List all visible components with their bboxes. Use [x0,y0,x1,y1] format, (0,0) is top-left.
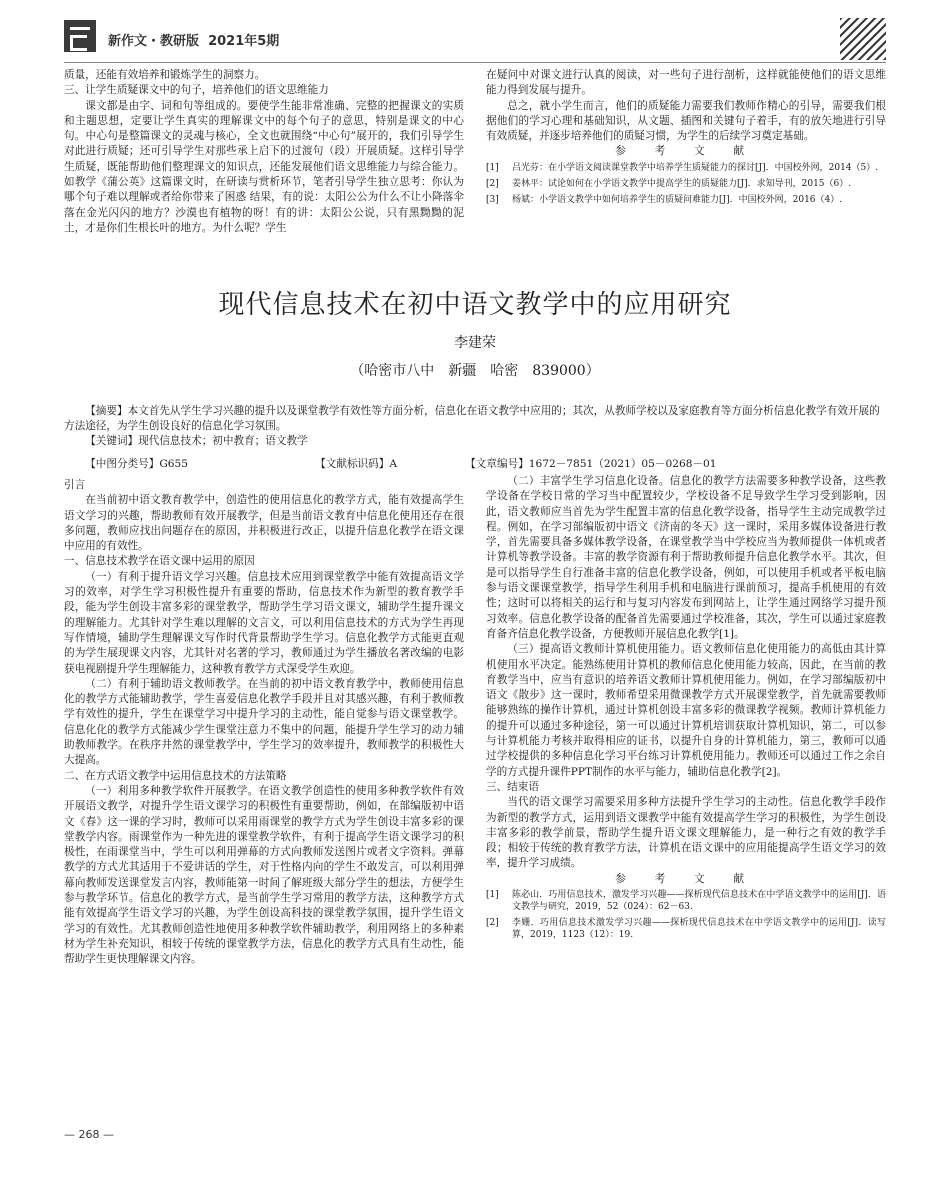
paragraph: 当代的语文课学习需要采用多种方法提升学生学习的主动性。信息化教学手段作为新型的教学方式，运用到语文课教学中能有效提高学生学习的积极性，为学生创设丰富多彩的教学前景，帮助学生提升语文课文理解能力，是一种行之有效的教学手段；相较于传统的教育教学方法，计算机在语文课中的应用能提高学生语文学习的效率，提升学习成绩。 [486,796,886,870]
journal-logo-icon [64,20,96,52]
paragraph: 质量，还能有效培养和锻炼学生的洞察力。 [64,69,266,81]
abstract-label: 【摘要】 [85,405,128,417]
paragraph: （三）提高语文教师计算机使用能力。语文教师信息化使用能力的高低由其计算机使用水平决定。能熟练使用计算机的教师信息化使用能力较高，因此，在当前的教育教学当中，应当有意识的培养语文教师计算机使用能力。例如，在学习部编版初中语文《散步》这一课时，教师希望采用微课教学方式开展课堂教学，首先就需要教师能够熟练的操作计算机，通过计算机创设丰富多彩的微课教学视频。教师计算机能力的提升可以通过多种途径，第一可以通过计算机培训获取计算机知识，第二，可以参与计算机能力考核并取得相应的证书，以提升自身的计算机能力，第三，教师可以通过学校提供的多种信息化学习平台练习计算机使用能力。教师还可以通过工作之余自学的方式提升课件PPT制作的水平与能力，辅助信息化教学[2]。 [486,643,886,778]
article-metadata [64,456,886,471]
clc-field: 【中图分类号】G655 [85,458,189,470]
article-title: 现代信息技术在初中语文教学中的应用研究 [218,290,732,320]
keywords-label: 【关键词】 [85,435,139,447]
paragraph: （二）有利于辅助语文教师教学。在当前的初中语文教育教学中，教师使用信息化的教学方式能辅助教学，学生喜爱信息化教学手段并且对其感兴趣，有利于教师教学有效性的提升，学生在课堂学习中提升学习的主动性，能自觉参与语文课堂教学。信息化化的教学方式能减少学生课堂注意力不集中的问题，能提升学生学习的动力辅助教师教学。在秩序井然的课堂教学中，学生学习的效率提升，教师教学的积极性大大提高。 [64,677,464,767]
reference-item: [2] 姜林平：试论如何在小学语文教学中提高学生的质疑能力[J]．求知导刊，2015（6）. [486,178,852,189]
references-heading: 参 考 文 献 [615,145,757,158]
section-heading: 三、结束语 [486,780,539,793]
paragraph: （一）有利于提升语文学习兴趣。信息技术应用到课堂教学中能有效提高语文学习的效率，对学生学习积极性提升有重要的帮助，信息技术作为新型的教育教学手段，能为学生创设丰富多彩的课堂教学，帮助学生学习语文课文，辅助学生提升课文的理解能力。尤其针对学生难以理解的文言文，可以利用信息技术的方式为学生再现写作情境，辅助学生理解课文写作时代背景帮助学生学习。信息化教学方式能更直观的为学生展现课文内容，尤其针对名著的学习，教师通过为学生播放名著改编的电影获电视剧提升学生理解能力，这种教育教学方式深受学生欢迎。 [64,570,464,675]
article-number-field: 【文章编号】1672－7851（2021）05－0268－01 [465,458,717,470]
abstract-text: 本文首先从学生学习兴趣的提升以及课堂教学有效性等方面分析，信息化在语文教学中应用的；其次，从教师学校以及家庭教育等方面分析信息化教学有效开展的方法途径，为学生创设良好的信息化学习氛围。 [64,405,880,432]
prev-article-left-column [64,68,464,236]
reference-item: [1] 陈必山．巧用信息技术，激发学习兴趣——探析现代信息技术在中学语文教学中的运用[J]．语文教学与研究，2019，52（024）：62－63. [486,890,886,913]
header-hatch-decoration [840,18,886,60]
journal-name: 新作文・教研版 [108,34,200,49]
paragraph: 在疑问中对课文进行认真的阅读，对一些句子进行剖析，这样就能使他们的语文思维能力得到发展与提升。 [486,69,886,97]
journal-issue: 2021年5期 [208,34,280,49]
paragraph: 在当前初中语文教育教学中，创造性的使用信息化的教学方式，能有效提高学生语文学习的兴趣，帮助教师有效开展教学，但是当前语文教育中信息化使用还存在很多问题，教师应找出问题存在的原因，并积极进行改正，以提升信息化教学在语文课中应用的有效性。 [64,494,464,553]
paragraph: 课文都是由字、词和句等组成的。要使学生能非常准确、完整的把握课文的实质和主题思想，定要让学生真实的理解课文中的每个句子的意思，特别是课文的中心句。中心句是整篇课文的灵魂与核心，全文也就围绕“中心句”展开的，我们引导学生对此进行质疑；还可引导学生对那些承上启下的过渡句（段）开展质疑。这样引导学生质疑，既能帮助他们整理课文的知识点，还能发展他们语文思维能力与综合能力。如教学《蒲公英》这篇课文时，在研读与赏析环节，笔者引导学生独立思考：你认为哪个句子难以理解或者给你带来了困惑 结果，有的说：太阳公公为什么不让小降落伞落在金光闪闪的地方？沙漠也有植物的呀！有的讲：太阳公公说，只有黑黝黝的泥土，才是你们生根长叶的地方。为什么呢？学生 [64,99,464,234]
body-left-column [64,478,464,968]
paragraph: （二）丰富学生学习信息化设备。信息化的教学方法需要多种教学设备，这些教学设备在学校日常的学习当中配置较少，学校设备不足导致学生学习受到影响，因此，语文教师应当首先为学生配置丰富的信息化教学设备，指导学生主动完成教学过程。例如，在学习部编版初中语文《济南的冬天》这一课时，采用多媒体设备进行教学，首先需要具备多媒体教学设备，在课堂教学当中学校应当为教师提供一体机或者计算机等教学设备。丰富的教学资源有利于帮助教师提升信息化教学水平。其次，但是可以指导学生自行准备丰富的信息化教学设备，例如，可以使用手机或者平板电脑参与语文课课堂教学，指导学生利用手机和电脑进行课前预习，提高手机使用的有效性；这时可以将相关的运行和与复习内容发布到网站上，让学生通过网络学习提升预习效率。信息化教学设备的配备首先需要通过学校准备，其次，学生可以通过家庭教育备齐信息化教学设备，方便教师开展信息化教学[1]。 [486,475,886,640]
section-heading: 一、信息技术教学在语文课中运用的原因 [64,555,255,568]
article-author: 李建荣 [454,335,496,351]
references-heading: 参 考 文 献 [615,872,757,885]
keywords-text: 现代信息技术；初中教育；语文教学 [138,435,308,447]
section-heading: 引言 [64,479,86,491]
body-right-column [486,474,886,945]
page-number: — 268 — [64,1128,114,1141]
abstract-block [64,404,886,449]
article-affiliation: （哈密市八中 新疆 哈密 839000） [350,363,600,379]
reference-item: [1] 吕光芬：在小学语文阅读课堂教学中培养学生质疑能力的探讨[J]．中国校外网，2014（5）. [486,162,879,173]
section-heading: 三、让学生质疑课文中的句子，培养他们的语文思维能力 [64,84,329,97]
reference-item: [2] 李姗．巧用信息技术激发学习兴趣——探析现代信息技术在中学语文教学中的运用[J]．读写算，2019，1123（12）：19. [486,918,886,941]
doc-code-field: 【文献标识码】A [315,458,397,470]
prev-article-right-column [486,68,886,210]
header-rule [64,62,886,63]
paragraph: 总之，就小学生而言，他们的质疑能力需要我们教师作精心的引导，需要我们根据他们的学习心理和基础知识，从文题、插图和关键句子着手，有的放矢地进行引导有效质疑，并逐步培养他们的质疑习惯，为学生的后续学习奠定基础。 [486,99,886,143]
reference-item: [3] 杨斌：小学语文教学中如何培养学生的质疑问难能力[J]．中国校外网，2016（4）. [486,194,843,205]
running-header [108,30,279,49]
paragraph: （一）利用多种教学软件开展教学。在语文教学创造性的使用多种教学软件有效开展语文教学，对提升学生语文课学习的积极性有重要帮助，例如，在部编版初中语文《春》这一课的学习时，教师可以采用雨课堂的教学方式为学生创设丰富多彩的课堂教学内容。雨课堂作为一种先进的课堂教学软件，有利于提高学生语文课学习的积极性，在雨课堂当中，学生可以利用弹幕的方式向教师发送图片或者文字资料。弹幕教学的方式尤其适用于不爱讲话的学生，对于性格内向的学生不敢发言，可以利用弹幕向教师发送课堂发言内容，教师能第一时间了解班级大部分学生的想法，方便学生参与教学环节。信息化的教学方式，是当前学生学习常用的教学方法，这种教学方式能有效提高学生语文学习的兴趣，为学生创设高科技的课堂教学氛围，提升学生语文学习的有效性。尤其教师创造性地使用多种教学软件辅助教学，利用网络上的多种素材为学生补充知识，相较于传统的课堂教学方法，信息化的教学方式具有生动性，能帮助学生更快理解课文内容。 [64,784,464,966]
section-heading: 二、在方式语文教学中运用信息技术的方法策略 [64,769,287,782]
